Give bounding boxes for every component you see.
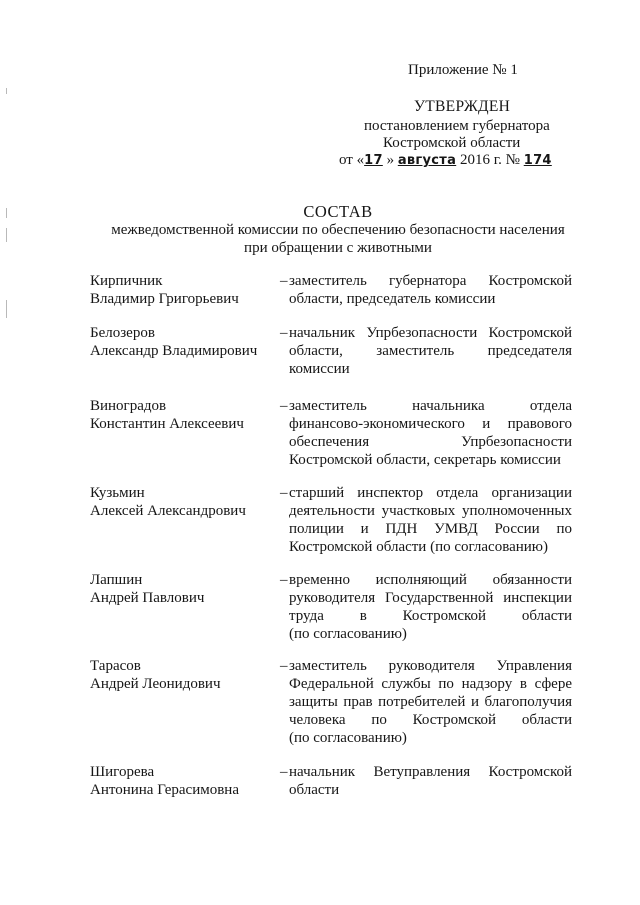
- member-name: [90, 272, 239, 308]
- member-role: [289, 763, 572, 799]
- member-given-name: Константин Алексеевич: [90, 416, 244, 432]
- member-name: [90, 324, 257, 360]
- member-dash: –: [280, 325, 288, 341]
- member-role-line: руководителя Государственной инспекции: [289, 590, 572, 606]
- member-role-line: начальник Упрбезопасности Костромской: [289, 325, 572, 341]
- member-surname: Белозеров: [90, 325, 155, 341]
- member-surname: Кузьмин: [90, 485, 145, 501]
- date-year: 2016 г. №: [459, 152, 520, 168]
- member-dash: –: [280, 764, 288, 780]
- scan-edge-mark: [6, 208, 7, 218]
- member-surname: Лапшин: [90, 572, 143, 588]
- document-subtitle-line: межведомственной комиссии по обеспечению безопасности населения: [111, 222, 565, 238]
- scan-edge-mark: [6, 228, 7, 242]
- member-name: [90, 484, 246, 520]
- member-role: [289, 324, 572, 378]
- member-name: [90, 657, 221, 693]
- member-surname: Шигорева: [90, 764, 155, 780]
- scan-edge-mark: [6, 300, 7, 318]
- member-role-line: человека по Костромской области: [289, 712, 572, 728]
- member-given-name: Андрей Леонидович: [90, 676, 221, 692]
- scan-edge-mark: [6, 88, 7, 94]
- member-role-line: финансово-экономического и правового: [289, 416, 572, 432]
- member-role-line: (по согласованию): [289, 730, 407, 746]
- member-role-line: заместитель начальника отдела: [289, 398, 572, 414]
- member-role-line: обеспечения Упрбезопасности: [289, 434, 572, 450]
- member-given-name: Андрей Павлович: [90, 590, 205, 606]
- member-dash: –: [280, 572, 288, 588]
- member-role: [289, 484, 572, 556]
- member-role: [289, 272, 572, 308]
- member-role-line: области, председатель комиссии: [289, 291, 496, 307]
- member-dash: –: [280, 485, 288, 501]
- member-role-line: заместитель губернатора Костромской: [289, 273, 572, 289]
- member-name: [90, 571, 204, 607]
- member-surname: Кирпичник: [90, 273, 163, 289]
- member-role-line: комиссии: [289, 361, 350, 377]
- member-name: [90, 763, 239, 799]
- member-given-name: Антонина Герасимовна: [90, 782, 239, 798]
- date-mid: »: [386, 152, 395, 168]
- member-role-line: Костромской области (по согласованию): [289, 539, 549, 555]
- member-dash: –: [280, 658, 288, 674]
- date-day: 17: [364, 153, 383, 168]
- member-role-line: защиты прав потребителей и благополучия: [289, 694, 572, 710]
- member-surname: Тарасов: [90, 658, 141, 674]
- appendix-label: Приложение № 1: [408, 62, 518, 78]
- member-name: [90, 397, 244, 433]
- member-role-line: (по согласованию): [289, 626, 407, 642]
- date-prefix: от «: [339, 152, 365, 168]
- member-role-line: полиции и ПДН УМВД России по: [289, 521, 572, 537]
- member-given-name: Александр Владимирович: [90, 343, 258, 359]
- decree-date: [339, 152, 552, 169]
- decree-number: 174: [523, 153, 552, 168]
- decree-region: Костромской области: [383, 135, 521, 151]
- member-role-line: области, заместитель председателя: [289, 343, 572, 359]
- member-surname: Виноградов: [90, 398, 167, 414]
- member-role-line: деятельности участковых уполномоченных: [289, 503, 572, 519]
- member-role: [289, 571, 572, 643]
- document-title: СОСТАВ: [303, 202, 373, 221]
- member-role-line: начальник Ветуправления Костромской: [289, 764, 572, 780]
- member-role-line: заместитель руководителя Управления: [289, 658, 572, 674]
- date-month: августа: [397, 153, 457, 168]
- member-role-line: труда в Костромской области: [289, 608, 572, 624]
- member-dash: –: [280, 273, 288, 289]
- member-role: [289, 657, 572, 747]
- member-dash: –: [280, 398, 288, 414]
- member-given-name: Алексей Александрович: [90, 503, 246, 519]
- member-role-line: Костромской области, секретарь комиссии: [289, 452, 561, 468]
- member-given-name: Владимир Григорьевич: [90, 291, 239, 307]
- member-role-line: Федеральной службы по надзору в сфере: [289, 676, 572, 692]
- decree-line: постановлением губернатора: [364, 118, 550, 134]
- member-role-line: старший инспектор отдела организации: [289, 485, 572, 501]
- member-role-line: области: [289, 782, 340, 798]
- member-role-line: временно исполняющий обязанности: [289, 572, 572, 588]
- member-role: [289, 397, 572, 469]
- document-subtitle-line: при обращении с животными: [244, 240, 432, 256]
- approved-label: УТВЕРЖДЕН: [414, 98, 511, 115]
